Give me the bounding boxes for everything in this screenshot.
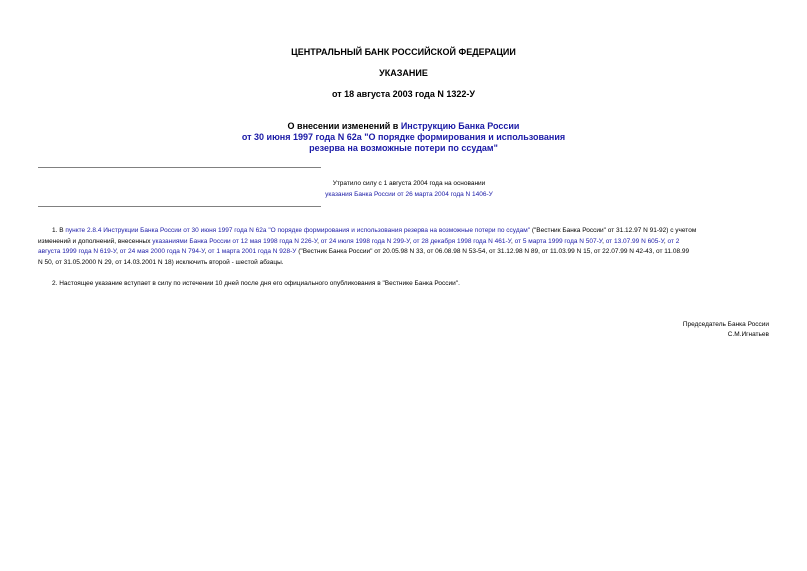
subject-prefix: О внесении изменений в bbox=[287, 121, 401, 131]
text-fragment: , bbox=[663, 237, 668, 245]
status-note-text: Утратило силу с 1 августа 2004 года на основании bbox=[332, 180, 486, 187]
text-fragment: ("Вестник Банка России" от 20.05.98 N 33, от 06.08.98 N 53-54, от 31.12.98 N 89, от 11.03.99 N 15, от 22.07.99 N 42-43, от 11.08.99 bbox=[296, 248, 690, 256]
link-226-u[interactable]: указаниями Банка России от 12 мая 1998 года N 226-У bbox=[152, 237, 318, 245]
link-619-u-end[interactable]: августа 1999 года N 619-У bbox=[38, 248, 117, 256]
text-fragment: изменений и дополнений, внесенных bbox=[38, 237, 153, 245]
link-507-u[interactable]: от 5 марта 1999 года N 507-У bbox=[514, 237, 603, 245]
subject-line-3-link[interactable]: резерва на возможные потери по ссудам" bbox=[309, 143, 498, 153]
signature-name: С.М.Игнатьев bbox=[727, 331, 769, 338]
link-point-2-8-4[interactable]: пункте 2.8.4 bbox=[65, 227, 102, 234]
text-fragment: , bbox=[317, 237, 321, 245]
paragraph-1 bbox=[38, 226, 798, 269]
document-type: УКАЗАНИЕ bbox=[379, 68, 428, 78]
link-619-u-start[interactable]: от 2 bbox=[667, 237, 680, 245]
link-794-u[interactable]: от 24 мая 2000 года N 794-У bbox=[119, 248, 205, 256]
link-instruction-62a[interactable]: Инструкции Банка России от 30 июня 1997 года N 62а "О порядке формирования и использования резерва на возможные потери по ссудам" bbox=[103, 227, 531, 234]
paragraph-1-line-4: N 50, от 31.05.2000 N 29, от 14.03.2001 N 18) исключить второй - шестой абзацы. bbox=[38, 259, 284, 267]
divider-top bbox=[38, 167, 321, 168]
signature-title: Председатель Банка России bbox=[682, 321, 769, 328]
text-fragment: , bbox=[409, 237, 414, 245]
subject-link-instruction[interactable]: Инструкцию Банка России bbox=[400, 121, 520, 131]
link-928-u[interactable]: от 1 марта 2001 года N 928-У bbox=[208, 248, 297, 256]
paragraph-1-line-3 bbox=[38, 247, 798, 258]
text-fragment: , bbox=[116, 248, 120, 256]
paragraph-2: 2. Настоящее указание вступает в силу по истечении 10 дней после дня его официального опубликования в "Вестнике Банка России". bbox=[52, 280, 460, 287]
subject-line-1 bbox=[0, 121, 807, 132]
paragraph-1-line-2 bbox=[38, 237, 798, 248]
divider-bottom bbox=[38, 206, 321, 207]
link-605-u[interactable]: от 13.07.99 N 605-У bbox=[605, 237, 664, 245]
text-fragment: ("Вестник Банка России" от 31.12.97 N 91-92) с учетом bbox=[530, 227, 697, 234]
text-fragment: , bbox=[602, 237, 606, 245]
document-date: от 18 августа 2003 года N 1322-У bbox=[331, 89, 476, 99]
link-299-u[interactable]: от 24 июля 1998 года N 299-У bbox=[320, 237, 410, 245]
subject-line-2-link[interactable]: от 30 июня 1997 года N 62а "О порядке формирования и использования bbox=[241, 132, 566, 142]
paragraph-1-line-1 bbox=[38, 226, 798, 237]
organization-title: ЦЕНТРАЛЬНЫЙ БАНК РОССИЙСКОЙ ФЕДЕРАЦИИ bbox=[291, 47, 516, 57]
document-subject bbox=[0, 121, 807, 154]
text-fragment: , bbox=[204, 248, 209, 256]
status-note-link[interactable]: указания Банка России от 26 марта 2004 года N 1406-У bbox=[325, 191, 493, 198]
text-fragment: , bbox=[510, 237, 515, 245]
text-fragment: 1. В bbox=[52, 227, 66, 234]
link-461-u[interactable]: от 28 декабря 1998 года N 461-У bbox=[413, 237, 511, 245]
